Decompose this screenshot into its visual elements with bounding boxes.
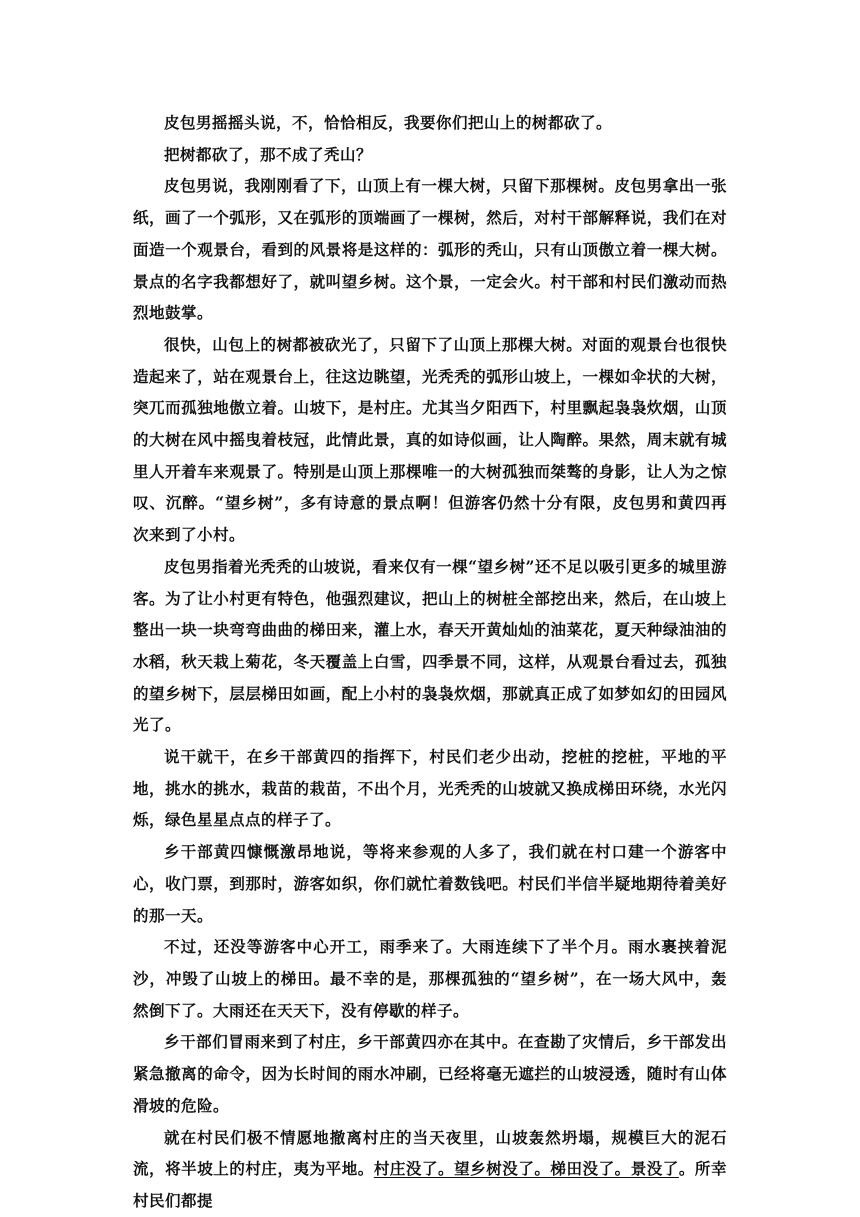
- paragraph-9: 乡干部们冒雨来到了村庄，乡干部黄四亦在其中。在查勘了灾情后，乡干部发出紧急撤离的命令，因为长时间的雨水冲刷，已经将毫无遮拦的山坡浸透，随时有山体滑坡的危险。: [133, 1032, 727, 1115]
- paragraph-10: [133, 1122, 727, 1217]
- paragraph-3: 皮包男说，我刚刚看了下，山顶上有一棵大树，只留下那棵树。皮包男拿出一张纸，画了一个弧形，又在弧形的顶端画了一棵树，然后，对村干部解释说，我们在对面造一个观景台，看到的风景将是这样的：弧形的秃山，只有山顶傲立着一棵大树。景点的名字我都想好了，就叫望乡树。这个景，一定会火。村干部和村民们激动而热烈地鼓掌。: [133, 176, 727, 323]
- paragraph-1: 皮包男摇摇头说，不，恰恰相反，我要你们把山上的树都砍了。: [164, 113, 613, 132]
- paragraph-7: 乡干部黄四慷慨激昂地说，等将来参观的人多了，我们就在村口建一个游客中心，收门票，到那时，游客如织，你们就忙着数钱吧。村民们半信半疑地期待着美好的那一天。: [133, 842, 727, 925]
- paragraph-6: 说干就干，在乡干部黄四的指挥下，村民们老少出动，挖桩的挖桩，平地的平地，挑水的挑水，栽苗的栽苗，不出个月，光秃秃的山坡就又换成梯田环绕，水光闪烁，绿色星星点点的样子了。: [133, 747, 727, 830]
- story-text: [133, 107, 727, 1217]
- paragraph-8: 不过，还没等游客中心开工，雨季来了。大雨连续下了半个月。雨水裹挟着泥沙，冲毁了山坡上的梯田。最不幸的是，那棵孤独的“望乡树”，在一场大风中，轰然倒下了。大雨还在天天下，没有停歇的样子。: [133, 937, 727, 1020]
- underlined-sentences: 村庄没了。望乡树没了。梯田没了。景没了: [373, 1159, 679, 1179]
- paragraph-4: 很快，山包上的树都被砍光了，只留下了山顶上那棵大树。对面的观景台也很快造起来了，站在观景台上，往这边眺望，光秃秃的弧形山坡上，一棵如伞状的大树，突兀而孤独地傲立着。山坡下，是村庄。尤其当夕阳西下，村里飘起袅袅炊烟，山顶的大树在风中摇曳着枝冠，此情此景，真的如诗似画，让人陶醉。果然，周末就有城里人开着车来观景了。特别是山顶上那棵唯一的大树孤独而桀骜的身影，让人为之惊叹、沉醉。“望乡树”，多有诗意的景点啊！但游客仍然十分有限，皮包男和黄四再次来到了小村。: [133, 334, 727, 545]
- paragraph-10-tail: 。所幸村民们都提: [133, 1159, 727, 1210]
- paragraph-2: 把树都砍了，那不成了秃山？: [164, 144, 373, 164]
- paragraph-5: 皮包男指着光秃秃的山坡说，看来仅有一棵“望乡树”还不足以吸引更多的城里游客。为了让小村更有特色，他强烈建议，把山上的树桩全部挖出来，然后，在山坡上整出一块一块弯弯曲曲的梯田来，灌上水，春天开黄灿灿的油菜花，夏天种绿油油的水稻，秋天栽上菊花，冬天覆盖上白雪，四季景不同，这样，从观景台看过去，孤独的望乡树下，层层梯田如画，配上小村的袅袅炊烟，那就真正成了如梦如幻的田园风光了。: [133, 556, 727, 735]
- paragraph-10-lead: 就在村民们极不情愿地撤离村庄的当天夜里，山坡轰然坍塌，规模巨大的泥石流，将半坡上的村庄，夷为平地。: [133, 1127, 727, 1179]
